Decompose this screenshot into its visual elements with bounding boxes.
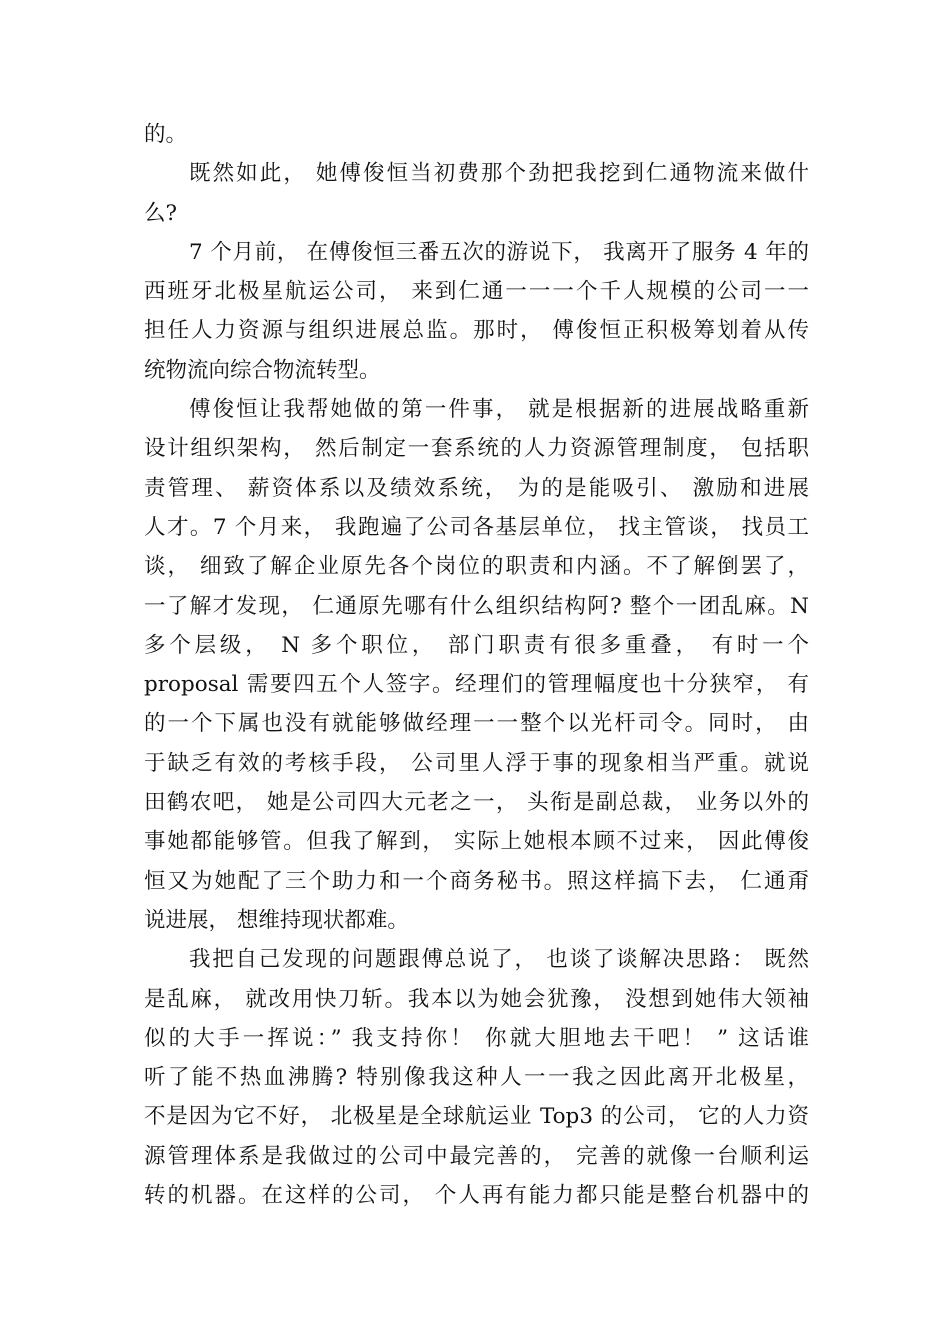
text-line: 西班牙北极星航运公司， 来到仁通一一一个千人规模的公司一一 <box>144 279 809 305</box>
text-line: 责管理、 薪资体系以及绩效系统， 为的是能吸引、 激励和进展 <box>144 475 809 501</box>
text-line: 多个层级， N 多个职位， 部门职责有很多重叠， 有时一个 <box>144 632 809 658</box>
text-line: 统物流向综合物流转型。 <box>144 357 381 383</box>
text-line: 似的大手一挥说：” 我支持你！ 你就大胆地去干吧！ ” 这话谁 <box>144 1025 809 1051</box>
text-line: 的。 <box>144 122 188 147</box>
text-line: 田鹤农吧， 她是公司四大元老之一， 头衔是副总裁， 业务以外的 <box>144 790 809 816</box>
text-line: 的一个下属也没有就能够做经理一一整个以光杆司令。同时， 由 <box>144 711 809 737</box>
text-line: 事她都能够管。但我了解到， 实际上她根本顾不过来， 因此傅俊 <box>144 829 809 855</box>
text-line: 听了能不热血沸腾? 特别像我这种人一一我之因此离开北极星， <box>144 1065 809 1091</box>
text-line: 转的机器。在这样的公司， 个人再有能力都只能是整台机器中的 <box>144 1183 809 1209</box>
text-line: 谈， 细致了解企业原先各个岗位的职责和内涵。不了解倒罢了， <box>144 554 809 580</box>
text-line: 么? <box>144 200 178 226</box>
text-line: 人才。7 个月来， 我跑遍了公司各基层单位， 找主管谈， 找员工 <box>144 514 809 540</box>
text-line: 我把自己发现的问题跟傅总说了， 也谈了谈解决思路： 既然 <box>189 947 809 973</box>
text-line: 源管理体系是我做过的公司中最完善的， 完善的就像一台顺利运 <box>144 1143 809 1169</box>
body-text <box>144 115 809 1215</box>
text-line: 恒又为她配了三个助力和一个商务秘书。照这样搞下去， 仁通甭 <box>144 868 809 894</box>
text-line: 傅俊恒让我帮她做的第一件事， 就是根据新的进展战略重新 <box>189 397 809 423</box>
text-line: 于缺乏有效的考核手段， 公司里人浮于事的现象相当严重。就说 <box>144 750 809 776</box>
text-line: proposal 需要四五个人签字。经理们的管理幅度也十分狭窄， 有 <box>144 672 809 698</box>
text-line: 既然如此， 她傅俊恒当初费那个劲把我挖到仁通物流来做什 <box>189 161 809 187</box>
text-line: 是乱麻， 就改用快刀斩。我本以为她会犹豫， 没想到她伟大领袖 <box>144 986 809 1012</box>
text-line: 设计组织架构， 然后制定一套系统的人力资源管理制度， 包括职 <box>144 436 809 462</box>
text-line: 说进展， 想维持现状都难。 <box>144 907 409 933</box>
text-line: 担任人力资源与组织进展总监。那时， 傅俊恒正积极筹划着从传 <box>144 318 809 344</box>
text-line: 7 个月前， 在傅俊恒三番五次的游说下， 我离开了服务 4 年的 <box>189 239 809 265</box>
text-line: 一了解才发现， 仁通原先哪有什么组织结构阿? 整个一团乱麻。N <box>144 593 809 619</box>
text-line: 不是因为它不好， 北极星是全球航运业 Top3 的公司， 它的人力资 <box>144 1104 809 1130</box>
